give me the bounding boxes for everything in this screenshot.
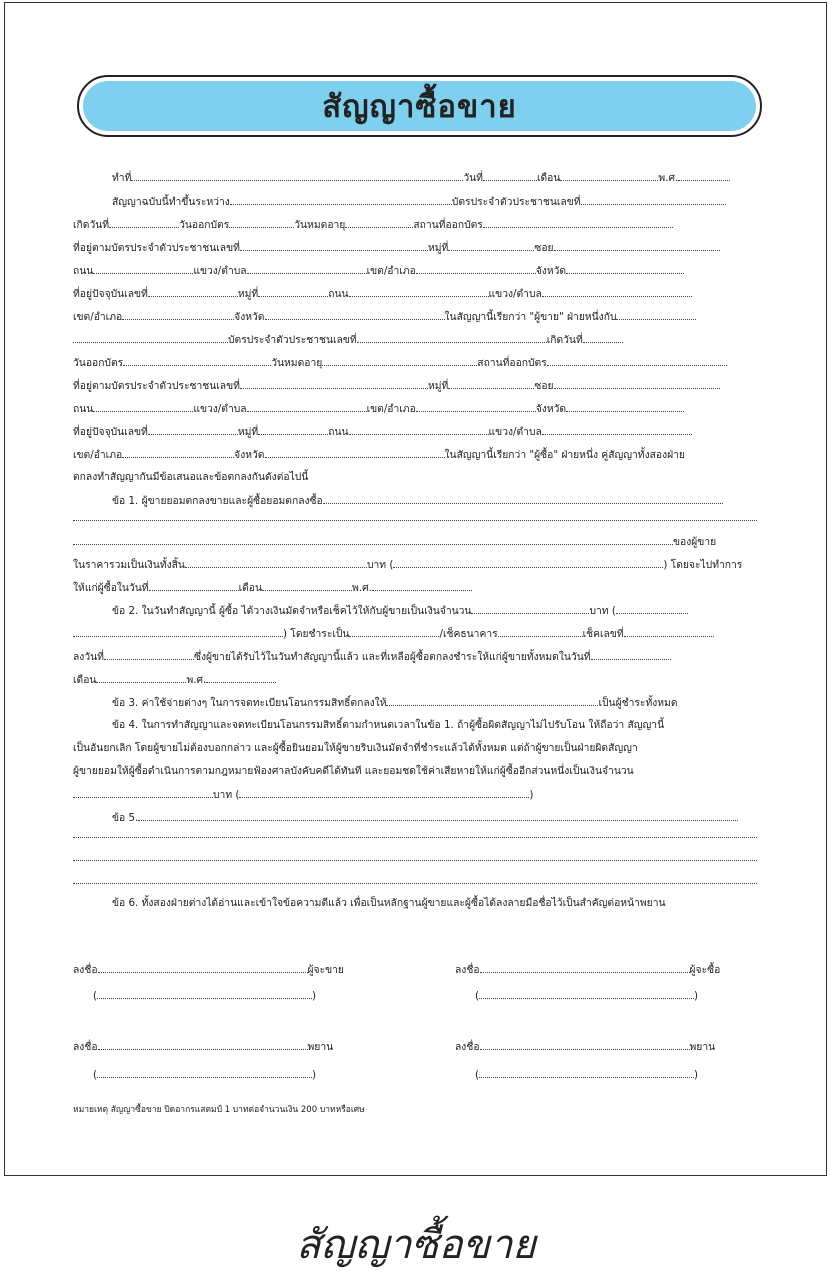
moo-label: หมู่ที่	[427, 380, 449, 392]
open-paren: (	[93, 1069, 98, 1081]
seller-birth-line	[73, 218, 673, 231]
seller-signature-line	[73, 963, 344, 976]
clause-3-line	[112, 696, 678, 709]
subdistrict-label: แขวง/ตำบล	[193, 265, 247, 277]
road-label: ถนน	[328, 288, 349, 300]
date-label: วันที่	[463, 172, 483, 184]
buyer-card-address-line	[73, 379, 720, 392]
seller-district-line	[73, 310, 696, 323]
moo-label: หมู่ที่	[427, 242, 449, 254]
district-label: เขต/อำเภอ	[366, 265, 416, 277]
transfer-text: ) โดยจะไปทำการ	[663, 559, 743, 571]
seller-road-line	[73, 264, 684, 277]
buyer-signature-line	[455, 963, 720, 976]
witness-2-signature-line	[455, 1040, 715, 1053]
close-paren: )	[694, 1069, 699, 1081]
called-seller-text: ในสัญญานี้เรียกว่า "ผู้ขาย" ฝ่ายหนึ่งกับ	[444, 311, 617, 323]
called-buyer-text: ในสัญญานี้เรียกว่า "ผู้ซื้อ" ฝ่ายหนึ่ง คู่สัญญาทั้งสองฝ่าย	[444, 449, 685, 461]
clause-1-text: ข้อ 1. ผู้ขายยอมตกลงขายและผู้ซื้อยอมตกลงซื้อ	[112, 495, 323, 507]
issued-at-label: สถานที่ออกบัตร	[477, 357, 547, 369]
issued-at-label: สถานที่ออกบัตร	[413, 219, 483, 231]
clause-2-dated-line	[73, 650, 671, 663]
made-at-line	[112, 171, 730, 184]
id-card-label: บัตรประจำตัวประชาชนเลขที่	[228, 334, 357, 346]
witness-1-name-line	[93, 1068, 316, 1081]
current-address-label: ที่อยู่ปัจจุบันเลขที่	[73, 426, 148, 438]
close-paren: )	[312, 990, 317, 1002]
agree-terms-text: ตกลงทำสัญญากันมีข้อเสนอและข้อตกลงกันดังต่อไปนี้	[73, 471, 309, 483]
buyer-current-address-line	[73, 425, 692, 438]
subdistrict-label: แขวง/ตำบล	[488, 426, 542, 438]
to-buyer-date-label: ให้แก่ผู้ซื้อในวันที่	[73, 582, 149, 594]
moo-label: หมู่ที่	[237, 426, 259, 438]
year-label: พ.ศ.	[658, 172, 679, 184]
clause-4-line-2	[73, 742, 638, 754]
seller-name-line	[93, 989, 316, 1002]
province-label: จังหวัด	[234, 311, 265, 323]
page-title: สัญญาซื้อขาย	[322, 89, 517, 125]
clause-4-line-3	[73, 765, 634, 777]
address-per-card-label: ที่อยู่ตามบัตรประจำตัวประชาชนเลขที่	[73, 380, 240, 392]
clause-2-line	[112, 604, 688, 617]
made-at-label: ทำที่	[112, 172, 132, 184]
cheque-no-label: เช็คเลขที่	[582, 628, 624, 640]
witness-role-label: พยาน	[689, 1041, 716, 1053]
payer-text: เป็นผู้ชำระทั้งหมด	[598, 697, 678, 709]
clause-2-payment-line	[73, 627, 714, 640]
expiry-label: วันหมดอายุ	[294, 219, 346, 231]
open-paren: (	[93, 990, 98, 1002]
title-banner-fill	[83, 81, 756, 131]
baht-label: บาท (	[213, 789, 240, 801]
road-label: ถนน	[328, 426, 349, 438]
title-banner	[77, 75, 762, 137]
clause-4-line-1	[112, 719, 664, 731]
current-address-label: ที่อยู่ปัจจุบันเลขที่	[73, 288, 148, 300]
open-paren: (	[475, 1069, 480, 1081]
issued-label: วันออกบัตร	[179, 219, 230, 231]
witness-1-signature-line	[73, 1040, 333, 1053]
sign-label: ลงชื่อ	[455, 964, 480, 976]
total-price-label: ในราคารวมเป็นเงินทั้งสิ้น	[73, 559, 185, 571]
province-label: จังหวัด	[535, 265, 567, 277]
district-label: เขต/อำเภอ	[73, 449, 123, 461]
road-label: ถนน	[73, 403, 94, 415]
month-label: เดือน	[238, 582, 263, 594]
road-label: ถนน	[73, 265, 94, 277]
clause-4-text-1: ข้อ 4. ในการทำสัญญาและจดทะเบียนโอนกรรมสิทธิ์ตามกำหนดเวลาในข้อ 1. ถ้าผู้ซื้อผิดสัญญาไม่ไปรับโอน ให้ถือว่า สัญญานี้	[112, 719, 665, 731]
buyer-id-line	[73, 333, 623, 346]
clause-5-blank-line-3	[73, 883, 757, 884]
contract-between-line	[112, 195, 726, 208]
clause-4-amount-line	[73, 788, 533, 801]
clause-6-text: ข้อ 6. ทั้งสองฝ่ายต่างได้อ่านและเข้าใจข้อความดีแล้ว เพื่อเป็นหลักฐานผู้ขายและผู้ซื้อได้ลงลายมือชื่อไว้เป็นสำคัญต่อหน้าพยาน	[112, 897, 666, 909]
close-paren: )	[529, 789, 534, 801]
district-label: เขต/อำเภอ	[73, 311, 123, 323]
month-label: เดือน	[73, 674, 97, 686]
born-label: เกิดวันที่	[546, 334, 583, 346]
soi-label: ซอย	[534, 242, 554, 254]
buyer-role-label: ผู้จะซื้อ	[689, 964, 721, 976]
clause-3-text: ข้อ 3. ค่าใช้จ่ายต่างๆ ในการจดทะเบียนโอนกรรมสิทธิ์ตกลงให้	[112, 697, 387, 709]
sign-label: ลงชื่อ	[455, 1041, 480, 1053]
close-paren: )	[312, 1069, 317, 1081]
clause-2-text: ข้อ 2. ในวันทำสัญญานี้ ผู้ซื้อ ได้วางเงินมัดจำหรือเช็คไว้ให้กับผู้ขายเป็นเงินจำนวน	[112, 605, 472, 617]
expiry-label: วันหมดอายุ	[271, 357, 323, 369]
buyer-issue-line	[73, 356, 727, 369]
clause-2-month-line	[73, 673, 276, 686]
clause-4-text-3: ผู้ขายยอมให้ผู้ซื้อดำเนินการตามกฎหมายฟ้องศาลบังคับคดีได้ทันที และยอมชดใช้ค่าเสียหายให้แก่ผู้ซื้ออีกส่วนหนึ่งเป็นเงินจำนวน	[73, 765, 634, 777]
paid-by-label: ) โดยชำระเป็น	[283, 628, 350, 640]
soi-label: ซอย	[534, 380, 554, 392]
baht-label: บาท (	[589, 605, 616, 617]
clause-5-blank-line-1	[73, 837, 757, 838]
seller-role-label: ผู้จะขาย	[307, 964, 344, 976]
buyer-road-line	[73, 402, 684, 415]
close-paren: )	[694, 990, 699, 1002]
agree-terms-line	[73, 471, 308, 483]
moo-label: หมู่ที่	[237, 288, 259, 300]
witness-role-label: พยาน	[307, 1041, 334, 1053]
month-label: เดือน	[536, 172, 561, 184]
clause-5-text: ข้อ 5.	[112, 812, 139, 824]
sign-label: ลงชื่อ	[73, 964, 98, 976]
clause-4-text-2: เป็นอันยกเลิก โดยผู้ขายไม่ต้องบอกกล่าว และผู้ซื้อยินยอมให้ผู้ขายริบเงินมัดจำที่ชำระแล้วได้ทั้งหมด แต่ถ้าผู้ขายเป็นฝ่ายผิดสัญญา	[73, 742, 638, 754]
province-label: จังหวัด	[234, 449, 265, 461]
subdistrict-label: แขวง/ตำบล	[193, 403, 247, 415]
district-label: เขต/อำเภอ	[366, 403, 416, 415]
clause-1-line	[112, 494, 723, 507]
year-label: พ.ศ.	[186, 674, 207, 686]
clause-5-blank-line-2	[73, 860, 757, 861]
subdistrict-label: แขวง/ตำบล	[488, 288, 542, 300]
clause-5-line	[112, 811, 738, 824]
seller-current-address-line	[73, 287, 692, 300]
cheque-bank-label: /เช็คธนาคาร	[439, 628, 498, 640]
contract-between-label: สัญญาฉบับนี้ทำขึ้นระหว่าง	[112, 196, 230, 208]
id-card-label: บัตรประจำตัวประชาชนเลขที่	[451, 196, 581, 208]
clause-1-of-seller-line	[73, 535, 716, 548]
province-label: จังหวัด	[535, 403, 567, 415]
buyer-district-line	[73, 448, 685, 461]
seller-card-address-line	[73, 241, 720, 254]
born-label: เกิดวันที่	[73, 219, 110, 231]
clause-1-date-line	[73, 581, 472, 594]
clause-1-blank-line	[73, 520, 757, 521]
address-per-card-label: ที่อยู่ตามบัตรประจำตัวประชาชนเลขที่	[73, 242, 240, 254]
received-text: ซึ่งผู้ขายได้รับไว้ในวันทำสัญญานี้แล้ว และที่เหลือผู้ซื้อตกลงชำระให้แก่ผู้ขายทั้งหมดในวันที่	[193, 651, 591, 663]
year-label: พ.ศ.	[352, 582, 372, 594]
stamp-duty-note	[73, 1104, 365, 1116]
stamp-duty-text: หมายเหตุ สัญญาซื้อขาย ปิดอากรแสตมป์ 1 บาทต่อจำนวนเงิน 200 บาทหรือเศษ	[73, 1105, 365, 1115]
issued-label: วันออกบัตร	[73, 357, 124, 369]
of-seller-text: ของผู้ขาย	[673, 536, 717, 548]
clause-6-line	[112, 897, 666, 909]
open-paren: (	[475, 990, 480, 1002]
image-caption: สัญญาซื้อขาย	[296, 1222, 536, 1268]
clause-1-price-line	[73, 558, 742, 571]
sign-label: ลงชื่อ	[73, 1041, 98, 1053]
buyer-name-line	[475, 989, 698, 1002]
witness-2-name-line	[475, 1068, 698, 1081]
dated-label: ลงวันที่	[73, 651, 104, 663]
baht-label: บาท (	[366, 559, 394, 571]
